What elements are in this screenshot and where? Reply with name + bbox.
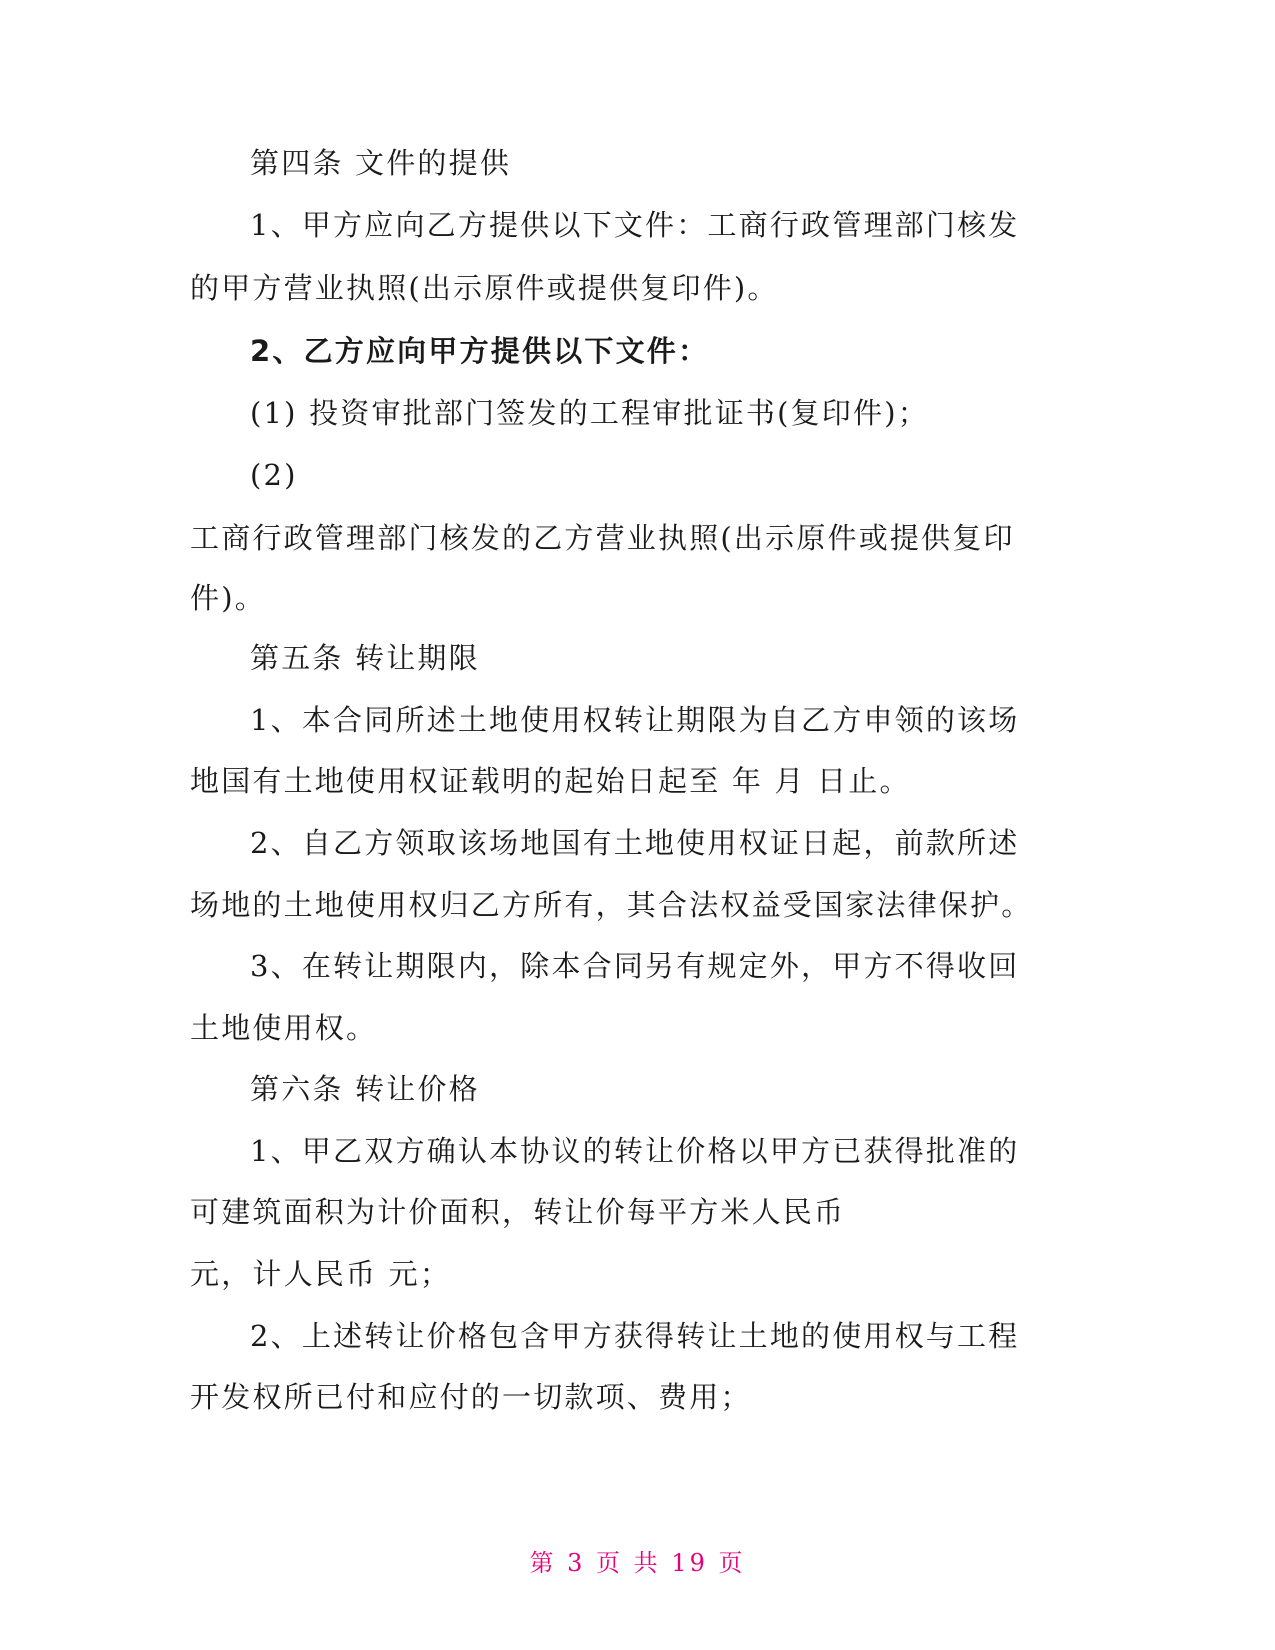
paragraph-line: 1、甲方应向乙方提供以下文件：工商行政管理部门核发 [250,208,1020,242]
footer-current-page: 3 [567,1549,586,1577]
paragraph-line: 场地的土地使用权归乙方所有，其合法权益受国家法律保护。 [190,888,1033,922]
paragraph-line: 元，计人民币 元； [190,1257,452,1291]
paragraph-line: 1、甲乙双方确认本协议的转让价格以甲方已获得批准的 [250,1134,1020,1168]
paragraph-line: 开发权所已付和应付的一切款项、费用； [190,1380,752,1414]
section-heading-4: 第四条 文件的提供 [250,146,512,180]
section-heading-6: 第六条 转让价格 [250,1072,480,1106]
paragraph-line: 件)。 [190,581,266,615]
section-heading-5: 第五条 转让期限 [250,641,480,675]
footer-suffix: 页 [718,1549,746,1577]
footer-total-pages: 19 [671,1549,708,1577]
paragraph-line: (2) [250,458,298,492]
paragraph-line: 土地使用权。 [190,1011,378,1045]
footer-middle: 页 共 [596,1549,661,1577]
paragraph-line: 2、自乙方领取该场地国有土地使用权证日起，前款所述 [250,826,1020,860]
paragraph-line: 可建筑面积为计价面积，转让价每平方米人民币 [190,1195,846,1229]
paragraph-line: (1) 投资审批部门签发的工程审批证书(复印件)； [250,396,929,430]
paragraph-line: 1、本合同所述土地使用权转让期限为自乙方申领的该场 [250,703,1020,737]
paragraph-line: 的甲方营业执照(出示原件或提供复印件)。 [190,271,779,305]
paragraph-line: 3、在转让期限内，除本合同另有规定外，甲方不得收回 [250,949,1020,983]
paragraph-line: 工商行政管理部门核发的乙方营业执照(出示原件或提供复印 [190,521,1015,555]
footer-prefix: 第 [529,1549,557,1577]
paragraph-line: 2、上述转让价格包含甲方获得转让土地的使用权与工程 [250,1319,1020,1353]
paragraph-line-bold: 2、乙方应向甲方提供以下文件： [250,334,710,368]
page-footer [0,1548,1275,1578]
paragraph-line: 地国有土地使用权证载明的起始日起至 年 月 日止。 [190,764,911,798]
